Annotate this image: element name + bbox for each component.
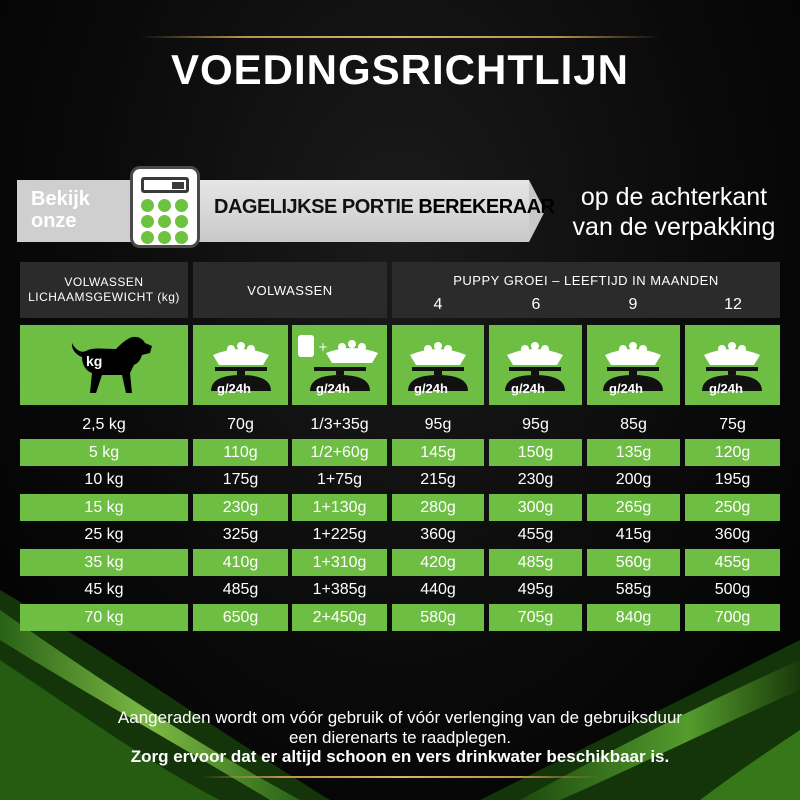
cell-puppy-6: 95g (522, 416, 549, 433)
cell-weight: 5 kg (20, 439, 188, 466)
icon-cell-weight (20, 325, 188, 405)
cell-puppy-9: 840g (587, 604, 680, 631)
icon-cell-puppy-4 (392, 325, 484, 405)
cell-adult-mixed: 1/3+35g (310, 416, 369, 433)
cell-puppy-4: 360g (420, 526, 456, 543)
top-gold-line (140, 36, 660, 38)
calculator-title-part1: DAGELIJKSE PORTIE (214, 196, 414, 218)
bottom-gold-line (200, 776, 600, 778)
cell-puppy-9: 135g (587, 439, 680, 466)
unit-label-adult-mixed: g/24h (316, 381, 350, 396)
cell-adult-dry: 175g (222, 471, 259, 488)
cell-puppy-6: 495g (517, 581, 554, 598)
cell-puppy-6: 300g (489, 494, 582, 521)
calculator-icon (130, 166, 200, 248)
cell-adult-dry: 650g (193, 604, 288, 631)
cell-puppy-4: 280g (392, 494, 484, 521)
unit-label-puppy-9: g/24h (609, 381, 643, 396)
cell-puppy-9: 415g (615, 526, 652, 543)
cell-puppy-4: 440g (420, 581, 456, 598)
puppy-age-12: 12 (724, 296, 742, 313)
cell-puppy-6: 455g (517, 526, 554, 543)
side-text-line1: op de achterkant (580, 183, 768, 211)
page-title: VOEDINGSRICHTLIJN (170, 46, 630, 93)
cell-puppy-9: 560g (587, 549, 680, 576)
table-row (0, 521, 800, 548)
cell-adult-dry: 325g (222, 526, 259, 543)
cell-weight: 35 kg (20, 549, 188, 576)
cell-adult-mixed: 1+385g (312, 581, 367, 598)
cell-weight: 2,5 kg (82, 416, 126, 433)
cell-puppy-12: 195g (714, 471, 751, 488)
header-weight-line1: VOLWASSEN (64, 275, 144, 289)
cell-adult-mixed: 1/2+60g (292, 439, 387, 466)
cell-puppy-12: 455g (685, 549, 780, 576)
bekijk-line2: onze (31, 210, 77, 232)
banner-label-box (17, 180, 137, 242)
cell-puppy-12: 250g (685, 494, 780, 521)
cell-adult-mixed: 1+75g (317, 471, 362, 488)
table-row (0, 494, 800, 521)
puppy-age-6: 6 (531, 296, 541, 313)
table-row (0, 466, 800, 493)
cell-puppy-4: 580g (392, 604, 484, 631)
unit-label-puppy-12: g/24h (709, 381, 743, 396)
cell-puppy-12: 500g (714, 581, 751, 598)
icon-cell-puppy-12 (685, 325, 780, 405)
icon-cell-puppy-9 (587, 325, 680, 405)
table-row (0, 549, 800, 576)
footer-line1: Aangeraden wordt om vóór gebruik of vóór verlenging van de gebruiksduur (117, 708, 683, 727)
cell-adult-mixed: 1+310g (292, 549, 387, 576)
cell-puppy-12: 700g (685, 604, 780, 631)
cell-puppy-9: 585g (615, 581, 652, 598)
icon-cell-adult-mixed (292, 325, 387, 405)
icon-cell-puppy-6 (489, 325, 582, 405)
calculator-title (214, 196, 555, 219)
cell-weight: 45 kg (84, 581, 124, 598)
unit-label-puppy-6: g/24h (511, 381, 545, 396)
cell-adult-dry: 70g (227, 416, 254, 433)
cell-puppy-9: 85g (620, 416, 647, 433)
cell-puppy-6: 705g (489, 604, 582, 631)
footer-line3: Zorg ervoor dat er altijd schoon en vers drinkwater beschikbaar is. (130, 747, 670, 766)
puppy-age-9: 9 (628, 296, 638, 313)
cell-puppy-12: 120g (685, 439, 780, 466)
cell-weight: 10 kg (84, 471, 124, 488)
cell-puppy-4: 145g (392, 439, 484, 466)
cell-adult-mixed: 1+225g (312, 526, 367, 543)
cell-adult-dry: 410g (193, 549, 288, 576)
banner-label (31, 188, 90, 232)
unit-label-adult-dry: g/24h (217, 381, 251, 396)
cell-puppy-6: 485g (489, 549, 582, 576)
cell-puppy-4: 215g (420, 471, 456, 488)
banner-side-text (556, 182, 792, 242)
cell-puppy-6: 230g (517, 471, 554, 488)
cell-puppy-6: 150g (489, 439, 582, 466)
cell-weight: 25 kg (84, 526, 124, 543)
table-row (0, 411, 800, 438)
dog-icon (66, 333, 156, 399)
cell-puppy-12: 75g (719, 416, 746, 433)
cell-puppy-9: 265g (587, 494, 680, 521)
table-row (0, 604, 800, 631)
calculator-screen (141, 177, 189, 193)
cell-weight: 70 kg (20, 604, 188, 631)
puppy-age-4: 4 (433, 296, 443, 313)
table-row (0, 576, 800, 603)
table-row (0, 439, 800, 466)
header-weight-line2: LICHAAMSGEWICHT (kg) (28, 290, 180, 304)
svg-text:+: + (318, 340, 329, 354)
calculator-title-part2: BEREKERAAR (418, 196, 555, 218)
header-adult-label: VOLWASSEN (247, 283, 333, 298)
cell-weight: 15 kg (20, 494, 188, 521)
footer-line2: een dierenarts te raadplegen. (288, 728, 512, 747)
cell-adult-mixed: 2+450g (292, 604, 387, 631)
header-weight-label (20, 275, 188, 305)
icon-cell-adult-dry (193, 325, 288, 405)
dog-weight-label: kg (86, 353, 103, 369)
cell-adult-dry: 230g (193, 494, 288, 521)
cell-adult-dry: 110g (193, 439, 288, 466)
header-puppy-label: PUPPY GROEI – LEEFTIJD IN MAANDEN (453, 273, 719, 288)
unit-label-puppy-4: g/24h (414, 381, 448, 396)
cell-puppy-12: 360g (714, 526, 751, 543)
side-text-line2: van de verpakking (572, 213, 776, 241)
cell-puppy-4: 95g (424, 416, 452, 433)
cell-adult-dry: 485g (222, 581, 259, 598)
cell-puppy-9: 200g (615, 471, 652, 488)
bekijk-line1: Bekijk (31, 188, 90, 210)
cell-puppy-4: 420g (392, 549, 484, 576)
cell-adult-mixed: 1+130g (292, 494, 387, 521)
